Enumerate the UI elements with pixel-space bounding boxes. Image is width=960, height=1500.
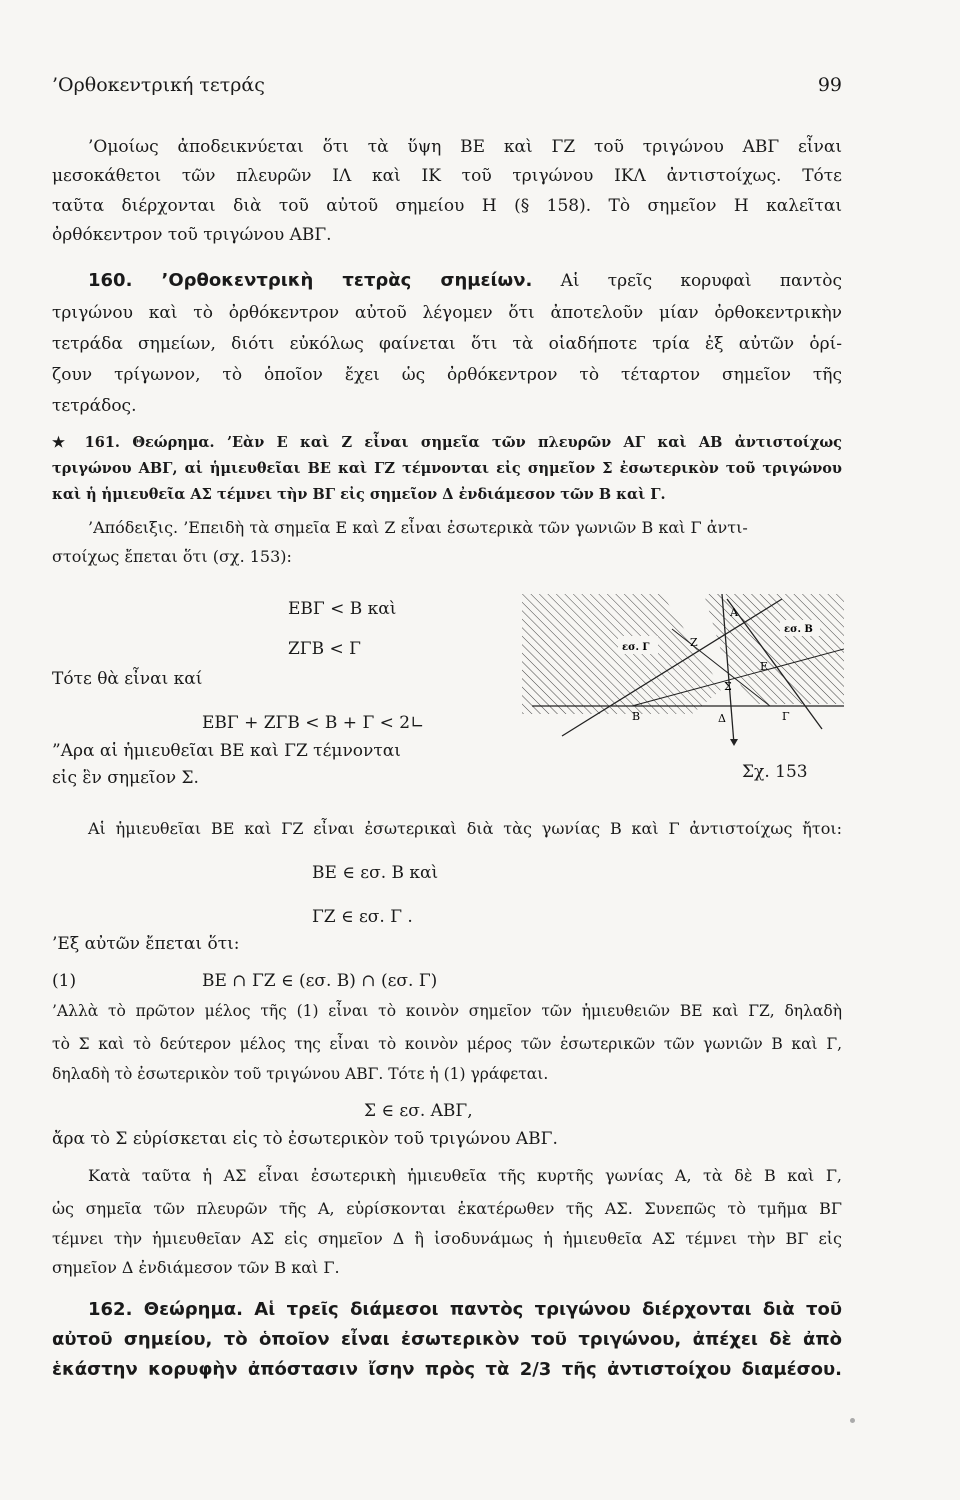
formula-s: Σ ∈ εσ. ΑΒΓ, <box>364 1101 473 1121</box>
arrow-icon <box>730 739 738 746</box>
label-a: Α <box>730 606 738 619</box>
alla-line: δηλαδὴ τὸ ἐσωτερικὸν τοῦ τριγώνου ΑΒΓ. Τότε ἡ (1) γράφεται. <box>52 1065 549 1083</box>
proof-text-end: Β καὶ Γ ἀντι- <box>641 518 748 537</box>
ex-line: ’Εξ αὐτῶν ἔπεται ὅτι: <box>52 934 240 954</box>
sec160-first-line <box>52 270 842 292</box>
figure-caption: Σχ. 153 <box>742 762 808 782</box>
sec162-line: 162. Θεώρημα. Αἱ τρεῖς διάμεσοι παντὸς τριγώνου διέρχονται διὰ τοῦ <box>88 1299 842 1320</box>
page-header <box>52 74 842 104</box>
label-s: Σ <box>724 680 732 693</box>
para1-line: μεσοκάθετοι τῶν πλευρῶν ΙΛ καὶ ΙΚ τοῦ τριγώνου ΙΚΛ ἀντιστοίχως. Τότε <box>52 166 842 186</box>
formula-1: ΒΕ ∩ ΓΖ ∈ (εσ. Β) ∩ (εσ. Γ) <box>202 971 438 991</box>
ai-line: Αἱ ἡμιευθεῖαι ΒΕ καὶ ΓΖ εἶναι ἐσωτερικαὶ διὰ τὰς γωνίας Β καὶ Γ ἀντιστοίχως ἤτοι: <box>88 819 842 838</box>
formula-sum: ΕΒΓ + ΖΓΒ < Β + Γ < 2∟ <box>202 713 425 733</box>
label-es-b: εσ. Β <box>784 624 813 635</box>
sec161-theorem-line: τριγώνου ΑΒΓ, αἱ ἡμιευθεῖαι ΒΕ καὶ ΓΖ τέμνονται εἰς σημεῖον Σ ἐσωτερικὸν τοῦ τριγώνου <box>52 460 842 477</box>
alla-line: ’Αλλὰ τὸ πρῶτον μέλος τῆς (1) εἶναι τὸ κοινὸν σημεῖον τῶν ἡμιευθειῶν ΒΕ καὶ ΓΖ, δηλαδὴ <box>52 1002 842 1020</box>
sec161-theorem-line: καὶ ἡ ἡμιευθεῖα ΑΣ τέμνει τὴν ΒΓ εἰς σημεῖον Δ ἐνδιάμεσον τῶν Β καὶ Γ. <box>52 486 666 503</box>
ara-line: ”Αρα αἱ ἡμιευθεῖαι ΒΕ καὶ ΓΖ τέμνονται <box>52 741 401 761</box>
formula-ebg: ΕΒΓ < Β καὶ <box>288 599 397 619</box>
proof-line-1 <box>52 517 842 539</box>
label-d: Δ <box>718 712 726 725</box>
sec162-line: ἑκάστην κορυφὴν ἀπόστασιν ἴσην πρὸς τὰ 2/3 τῆς ἀντιστοίχου διαμέσου. <box>52 1359 842 1380</box>
sec160-line: τριγώνου καὶ τὸ ὀρθόκεντρον αὐτοῦ λέγομεν ὅτι ἀποτελοῦν μίαν ὀρθοκεντρικὴν <box>52 303 842 323</box>
para1-line: ταῦτα διέρχονται διὰ τοῦ αὐτοῦ σημείου Η (§ 158). Τὸ σημεῖον Η καλεῖται <box>52 196 842 216</box>
proof-line-2: στοίχως ἔπεται ὅτι (σχ. 153): <box>52 547 292 566</box>
figure-153 <box>522 594 844 746</box>
sec160-first-text: Αἱ τρεῖς κορυφαὶ παντὸς <box>560 271 843 291</box>
para1-line: ὀρθόκεντρον τοῦ τριγώνου ΑΒΓ. <box>52 225 332 245</box>
kata-line: ὡς σημεῖα τῶν πλευρῶν τῆς Α, εὑρίσκονται ἑκατέρωθεν τῆς ΑΣ. Συνεπῶς τὸ τμῆμα ΒΓ <box>52 1199 842 1218</box>
sec160-line: ζουν τρίγωνον, τὸ ὁποῖον ἔχει ὡς ὀρθόκεντρον τὸ τέταρτον σημεῖον τῆς <box>52 365 842 385</box>
kata-line: σημεῖον Δ ἐνδιάμεσον τῶν Β καὶ Γ. <box>52 1258 340 1277</box>
label-es-g: εσ. Γ <box>622 642 650 653</box>
speck <box>850 1418 855 1423</box>
formula-gz: ΓΖ ∈ εσ. Γ . <box>312 907 413 927</box>
alla-line: τὸ Σ καὶ τὸ δεύτερον μέλος της εἶναι τὸ κοινὸν μέρος τῶν ἐσωτερικῶν τῶν γωνιῶν Β καὶ Γ, <box>52 1035 842 1053</box>
label-z: Ζ <box>690 636 698 649</box>
ara-line: εἰς ἓν σημεῖον Σ. <box>52 768 199 788</box>
label-e: Ε <box>760 660 769 673</box>
sec160-heading: 160. ’Ορθοκεντρικὴ τετρὰς σημείων. <box>88 270 533 291</box>
tote-line: Τότε θὰ εἶναι καί <box>52 669 203 689</box>
kata-line: τέμνει τὴν ἡμιευθεῖαν ΑΣ εἰς σημεῖον Δ ἢ ἰσοδυνάμως ἡ ἡμιευθεῖα ΑΣ τέμνει τὴν ΒΓ εἰς <box>52 1229 842 1248</box>
label-g: Γ <box>782 710 790 723</box>
ara3-line: ἄρα τὸ Σ εὑρίσκεται εἰς τὸ ἐσωτερικὸν τοῦ τριγώνου ΑΒΓ. <box>52 1129 558 1149</box>
sec162-line: αὐτοῦ σημείου, τὸ ὁποῖον εἶναι ἐσωτερικὸν τοῦ τριγώνου, ἀπέχει δὲ ἀπὸ <box>52 1329 842 1350</box>
proof-text: ’Απόδειξις. ’Επειδὴ τὰ σημεῖα Ε καὶ Ζ εἶναι ἐσωτερικὰ τῶν γωνιῶν <box>88 518 637 537</box>
label-b: Β <box>632 710 641 723</box>
page-number: 99 <box>817 74 842 96</box>
running-title: ’Ορθοκεντρική τετράς <box>52 74 265 96</box>
formula-be: ΒΕ ∈ εσ. Β καὶ <box>312 863 439 883</box>
sec161-theorem-line: ★ 161. Θεώρημα. ’Εὰν Ε καὶ Ζ εἶναι σημεῖα τῶν πλευρῶν ΑΓ καὶ ΑΒ ἀντιστοίχως <box>52 434 842 451</box>
sec160-line: τετράδος. <box>52 396 137 416</box>
sec160-line: τετράδα σημείων, διότι εὐκόλως φαίνεται ὅτι τὰ οἱαδήποτε τρία ἐξ αὐτῶν ὁρί- <box>52 334 842 354</box>
kata-line: Κατὰ ταῦτα ἡ ΑΣ εἶναι ἐσωτερικὴ ἡμιευθεῖα τῆς κυρτῆς γωνίας Α, τὰ δὲ Β καὶ Γ, <box>88 1166 842 1185</box>
formula-1-label: (1) <box>52 971 77 991</box>
para1-line: ’Ομοίως ἀποδεικνύεται ὅτι τὰ ὕψη ΒΕ καὶ ΓΖ τοῦ τριγώνου ΑΒΓ εἶναι <box>88 137 842 157</box>
formula-zgb: ΖΓΒ < Γ <box>288 639 361 659</box>
